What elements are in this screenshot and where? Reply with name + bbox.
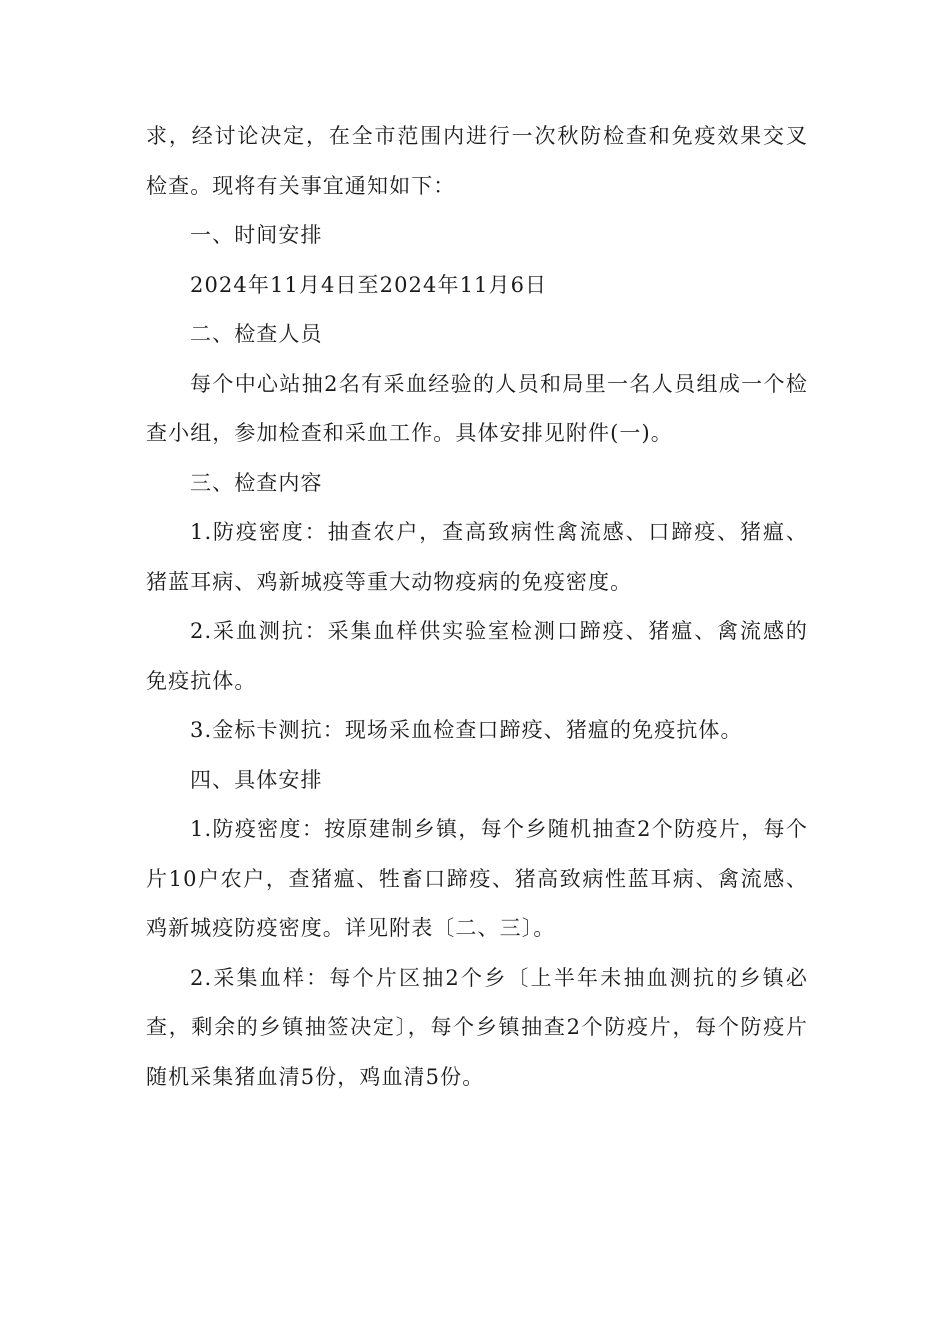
section-heading-schedule: 一、时间安排 (190, 223, 323, 247)
section-heading-content: 三、检查内容 (190, 470, 323, 495)
section-heading-arrangement: 四、具体安排 (190, 767, 323, 792)
content-item-gold-card: 3.金标卡测抗：现场采血检查口蹄疫、猪瘟的免疫抗体。 (190, 718, 743, 742)
document-body (146, 112, 808, 1102)
arrangement-item-density: 1.防疫密度：按原建制乡镇，每个乡随机抽查2个防疫片，每个片10户农户，查猪瘟、牲畜口蹄疫、猪高致病性蓝耳病、禽流感、鸡新城疫防疫密度。详见附表〔二、三〕。 (146, 817, 808, 940)
section-heading-personnel: 二、检查人员 (190, 322, 323, 346)
arrangement-item-blood-samples: 2.采集血样：每个片区抽2个乡〔上半年未抽血测抗的乡镇必查，剩余的乡镇抽签决定〕，每个乡镇抽查2个防疫片，每个防疫片随机采集猪血清5份，鸡血清5份。 (146, 965, 808, 1089)
personnel-paragraph: 每个中心站抽2名有采血经验的人员和局里一名人员组成一个检查小组，参加检查和采血工作。具体安排见附件(一)。 (146, 371, 808, 445)
content-item-density: 1.防疫密度：抽查农户，查高致病性禽流感、口蹄疫、猪瘟、猪蓝耳病、鸡新城疫等重大动物疫病的免疫密度。 (146, 520, 808, 594)
schedule-date-range: 2024年11月4日至2024年11月6日 (190, 272, 548, 297)
paragraph-continuation: 求，经讨论决定，在全市范围内进行一次秋防检查和免疫效果交叉检查。现将有关事宜通知如下： (146, 124, 808, 198)
content-item-blood-test: 2.采血测抗：采集血样供实验室检测口蹄疫、猪瘟、禽流感的免疫抗体。 (146, 619, 808, 693)
